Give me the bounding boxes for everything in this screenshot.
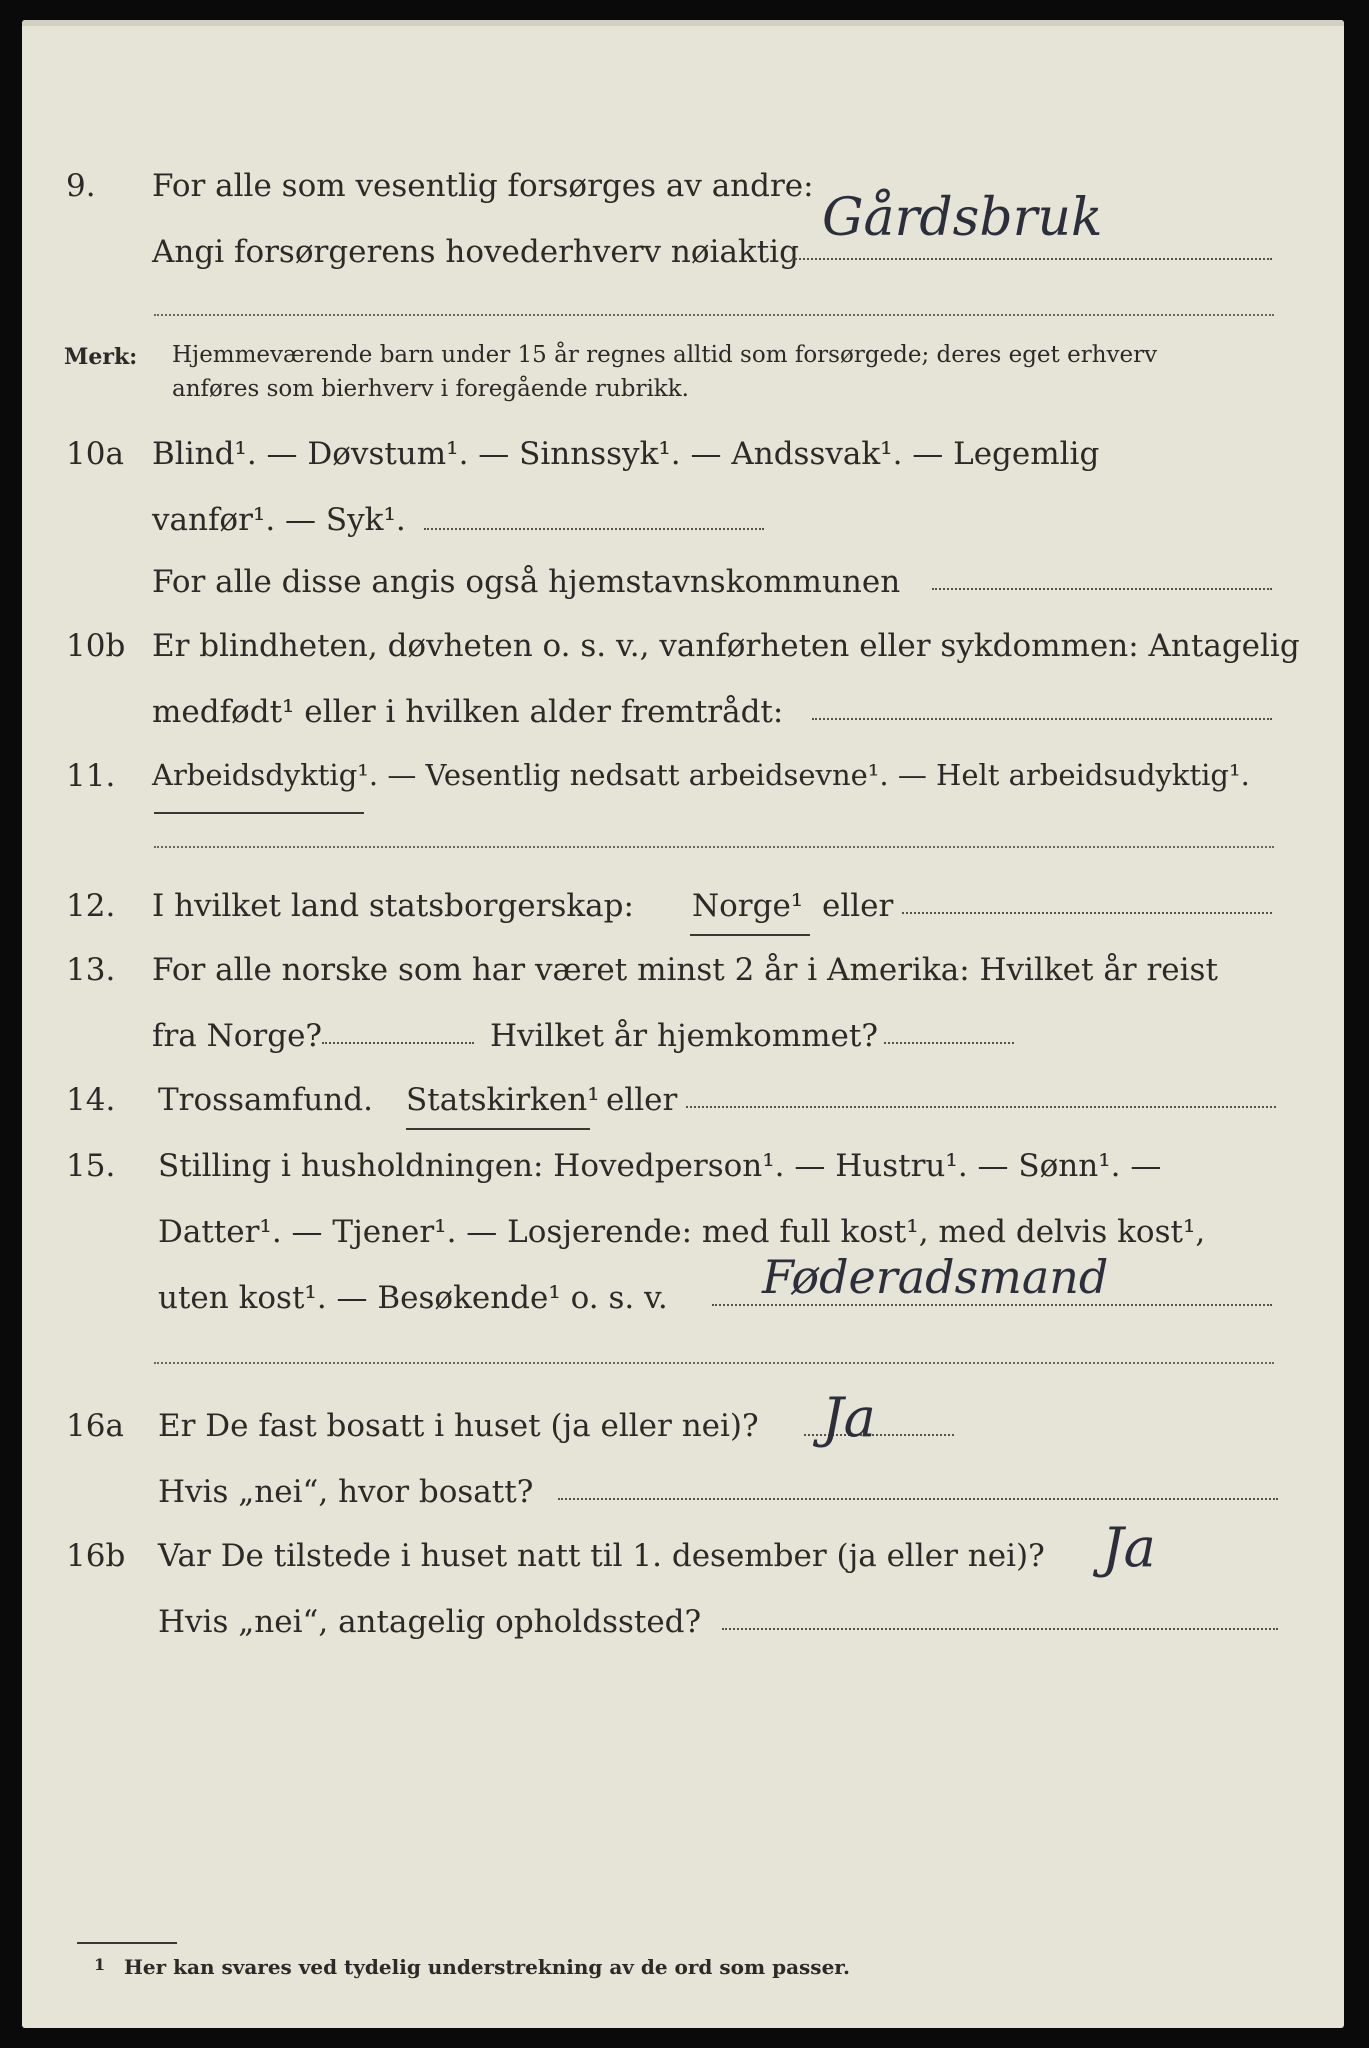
- q16b-text1: Var De tilstede i huset natt til 1. desember (ja eller nei)?: [158, 1538, 1045, 1574]
- q15-text2: Datter¹. — Tjener¹. — Losjerende: med full kost¹, med delvis kost¹,: [158, 1214, 1206, 1250]
- q10a-text2: vanfør¹. — Syk¹.: [152, 502, 406, 538]
- q14-suffix: eller: [606, 1082, 678, 1118]
- merk-label: Merk:: [64, 344, 138, 370]
- q15-answer-line: [712, 1304, 1272, 1306]
- q13-hjemkommet-line: [884, 1042, 1014, 1044]
- q13-text1: For alle norske som har været minst 2 år i Amerika: Hvilket år reist: [152, 952, 1218, 988]
- q10b-line2: [22, 694, 1344, 754]
- q10a-line1: [22, 436, 1344, 496]
- q9-line1: [22, 168, 1344, 228]
- q14-number: 14.: [66, 1082, 116, 1118]
- q15-text1: Stilling i husholdningen: Hovedperson¹. — Hustru¹. — Sønn¹. —: [158, 1148, 1162, 1184]
- q15-text3: uten kost¹. — Besøkende¹ o. s. v.: [158, 1280, 668, 1316]
- q12-underline-norge: [690, 934, 810, 936]
- q16b-handwritten-answer: Ja: [1102, 1516, 1156, 1579]
- q9-extra-rule: [154, 314, 1274, 316]
- page-top-edge: [22, 20, 1344, 26]
- q16a-handwritten-answer: Ja: [822, 1386, 876, 1449]
- q16a-text2: Hvis „nei“, hvor bosatt?: [158, 1474, 534, 1510]
- q16a-number: 16a: [66, 1408, 124, 1444]
- q10a-number: 10a: [66, 436, 124, 472]
- q10a-line3: [22, 564, 1344, 624]
- q13-reist-line: [322, 1042, 474, 1044]
- footnote-marker: 1: [94, 1955, 106, 1974]
- q14-text: Trossamfund.: [158, 1082, 373, 1118]
- footnote-rule: [77, 1942, 177, 1944]
- q14-line1: [22, 1082, 1344, 1142]
- q10a-text3: For alle disse angis også hjemstavnskommunen: [152, 564, 901, 600]
- q11-line1: [22, 758, 1344, 818]
- q15-line1: [22, 1148, 1344, 1208]
- q12-answer-line: [902, 912, 1272, 914]
- q14-answer-line: [686, 1106, 1276, 1108]
- q16b-text2: Hvis „nei“, antagelig opholdssted?: [158, 1604, 702, 1640]
- q10b-number: 10b: [66, 628, 126, 664]
- q13-number: 13.: [66, 952, 116, 988]
- q13-line1: [22, 952, 1344, 1012]
- footnote-text: Her kan svares ved tydelig understrekning av de ord som passer.: [124, 1955, 850, 1979]
- q11-number: 11.: [66, 758, 116, 794]
- q14-underline-statskirken: [406, 1128, 590, 1130]
- q10b-text1: Er blindheten, døvheten o. s. v., vanførheten eller sykdommen: Antagelig: [152, 628, 1300, 664]
- q16b-line2: [22, 1604, 1344, 1664]
- q15-extra-rule: [154, 1362, 1274, 1364]
- q15-line3: [22, 1280, 1344, 1340]
- q9-text1: For alle som vesentlig forsørges av andre:: [152, 168, 814, 204]
- census-form-page: [22, 20, 1344, 2028]
- q9-number: 9.: [66, 168, 96, 204]
- q16b-opholdssted-line: [722, 1628, 1278, 1630]
- q10b-answer-line: [812, 718, 1272, 720]
- q10a-syk-line: [424, 528, 764, 530]
- merk-text2: anføres som bierhverv i foregående rubrikk.: [172, 376, 689, 402]
- q12-number: 12.: [66, 888, 116, 924]
- q16a-text1: Er De fast bosatt i huset (ja eller nei)?: [158, 1408, 759, 1444]
- q9-handwritten-answer: Gårdsbruk: [822, 188, 1103, 248]
- q11-extra-rule: [154, 846, 1274, 848]
- q10b-text2: medfødt¹ eller i hvilken alder fremtrådt:: [152, 694, 784, 730]
- q15-line2: [22, 1214, 1344, 1274]
- q13-reist-label: fra Norge?: [152, 1018, 323, 1054]
- q13-hjemkommet-label: Hvilket år hjemkommet?: [490, 1018, 878, 1054]
- merk-text1: Hjemmeværende barn under 15 år regnes alltid som forsørgede; deres eget erhverv: [172, 342, 1158, 368]
- q15-handwritten-answer: Føderadsmand: [762, 1250, 1109, 1304]
- q10a-line2: [22, 502, 1344, 562]
- q10a-text1: Blind¹. — Døvstum¹. — Sinnssyk¹. — Andssvak¹. — Legemlig: [152, 436, 1100, 472]
- q12-line1: [22, 888, 1344, 948]
- q12-text: I hvilket land statsborgerskap:: [152, 888, 634, 924]
- q9-answer-line: [792, 258, 1272, 260]
- q16a-bosatt-line: [558, 1498, 1278, 1500]
- q10b-line1: [22, 628, 1344, 688]
- q16a-line1: [22, 1408, 1344, 1468]
- q12-suffix: eller: [822, 888, 894, 924]
- q12-option-norge: Norge¹: [692, 888, 804, 924]
- q9-text2: Angi forsørgerens hovederhverv nøiaktig: [152, 234, 799, 270]
- q15-number: 15.: [66, 1148, 116, 1184]
- q13-line2: [22, 1018, 1344, 1078]
- q9-line2: [22, 234, 1344, 294]
- q10a-kommune-line: [932, 588, 1272, 590]
- q11-text1: Arbeidsdyktig¹. — Vesentlig nedsatt arbeidsevne¹. — Helt arbeidsudyktig¹.: [152, 758, 1250, 792]
- q14-option-statskirken: Statskirken¹: [406, 1082, 600, 1118]
- q11-underline-arbeidsdyktig: [154, 812, 364, 814]
- q16b-number: 16b: [66, 1538, 126, 1574]
